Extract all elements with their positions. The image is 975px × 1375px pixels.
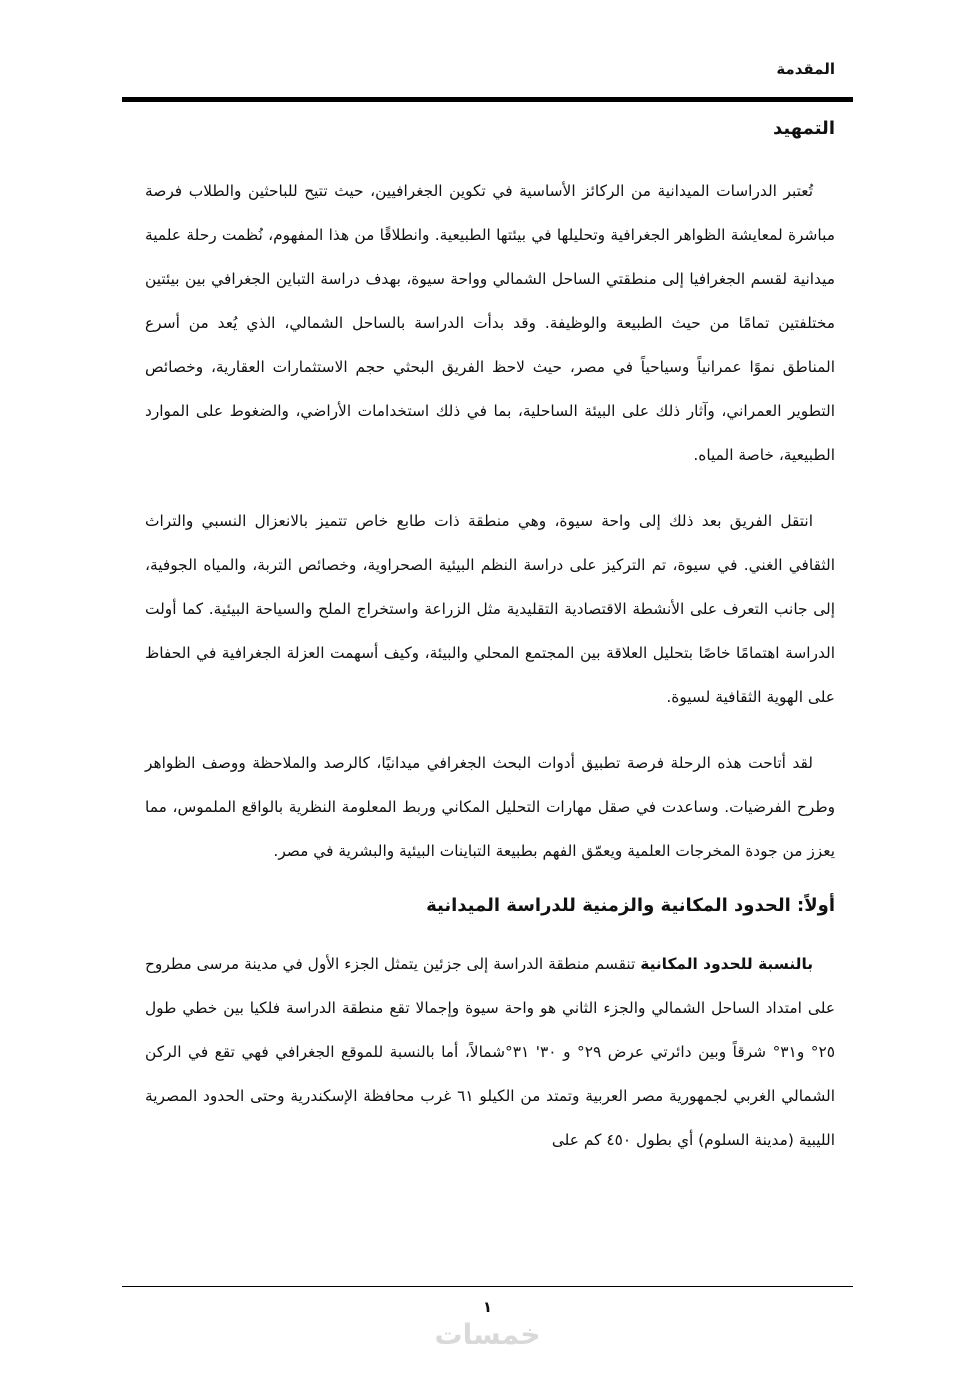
page-number: ١	[482, 1298, 493, 1316]
running-header: المقدمة	[776, 60, 835, 78]
header-rule	[122, 97, 853, 102]
intro-heading: التمهيد	[773, 118, 835, 139]
watermark-logo: خمسات	[434, 1318, 541, 1351]
intro-paragraph-1: تُعتبر الدراسات الميدانية من الركائز الأساسية في تكوين الجغرافيين، حيث تتيح للباحثين والطلاب فرصة مباشرة لمعايشة الظواهر الجغرافية وتحليلها في بيئتها الطبيعية. وانطلاقًا من هذا المفهوم، نُظمت رحلة علمية ميدانية لقسم الجغرافيا إلى منطقتي الساحل الشمالي وواحة سيوة، بهدف دراسة التباين الجغرافي بين بيئتين مختلفتين تمامًا من حيث الطبيعة والوظيفة. وقد بدأت الدراسة بالساحل الشمالي، الذي يُعد من أسرع المناطق نموًا عمرانياً وسياحياً في مصر، حيث لاحظ الفريق البحثي حجم الاستثمارات العقارية، وخصائص التطوير العمراني، وآثار ذلك على البيئة الساحلية، بما في ذلك استخدامات الأراضي، والضغوط على الموارد الطبيعية، خاصة المياه.	[145, 182, 835, 464]
section-lead-text: تنقسم منطقة الدراسة إلى جزئين يتمثل الجزء الأول في مدينة مرسى مطروح على امتداد الساحل الشمالي والجزء الثاني هو واحة سيوة وإجمالا تقع منطقة الدراسة فلكيا بين خطي طول ٢٥° و٣١° شرقاً وبين دائرتي عرض ٢٩° و ٣٠' ٣١°شمالاً، أما بالنسبة للموقع الجغرافي فهي تقع في الركن الشمالي الغربي لجمهورية مصر العربية وتمتد من الكيلو ٦١ غرب محافظة الإسكندرية وحتى الحدود المصرية الليبية (مدينة السلوم) أي بطول ٤٥٠ كم على	[145, 955, 836, 1149]
intro-paragraph-3: لقد أتاحت هذه الرحلة فرصة تطبيق أدوات البحث الجغرافي ميدانيًا، كالرصد والملاحظة ووصف الظواهر وطرح الفرضيات. وساعدت في صقل مهارات التحليل المكاني وربط المعلومة النظرية بالواقع الملموس، مما يعزز من جودة المخرجات العلمية ويعمّق الفهم بطبيعة التباينات البيئية والبشرية في مصر.	[145, 754, 835, 860]
section-heading: أولاً: الحدود المكانية والزمنية للدراسة الميدانية	[426, 895, 835, 916]
intro-paragraph-2: انتقل الفريق بعد ذلك إلى واحة سيوة، وهي منطقة ذات طابع خاص تتميز بالانعزال النسبي والتراث الثقافي الغني. في سيوة، تم التركيز على دراسة النظم البيئية الصحراوية، وخصائص التربة، والمياه الجوفية، إلى جانب التعرف على الأنشطة الاقتصادية التقليدية مثل الزراعة واستخراج الملح والسياحة البيئية. كما أولت الدراسة اهتمامًا خاصًا بتحليل العلاقة بين المجتمع المحلي والبيئة، وكيف أسهمت العزلة الجغرافية في الحفاظ على الهوية الثقافية لسيوة.	[145, 512, 835, 706]
section-paragraph	[145, 942, 835, 1162]
footer-rule	[122, 1286, 853, 1287]
section-lead-bold: بالنسبة للحدود المكانية	[640, 955, 813, 973]
page-body	[145, 118, 835, 1184]
